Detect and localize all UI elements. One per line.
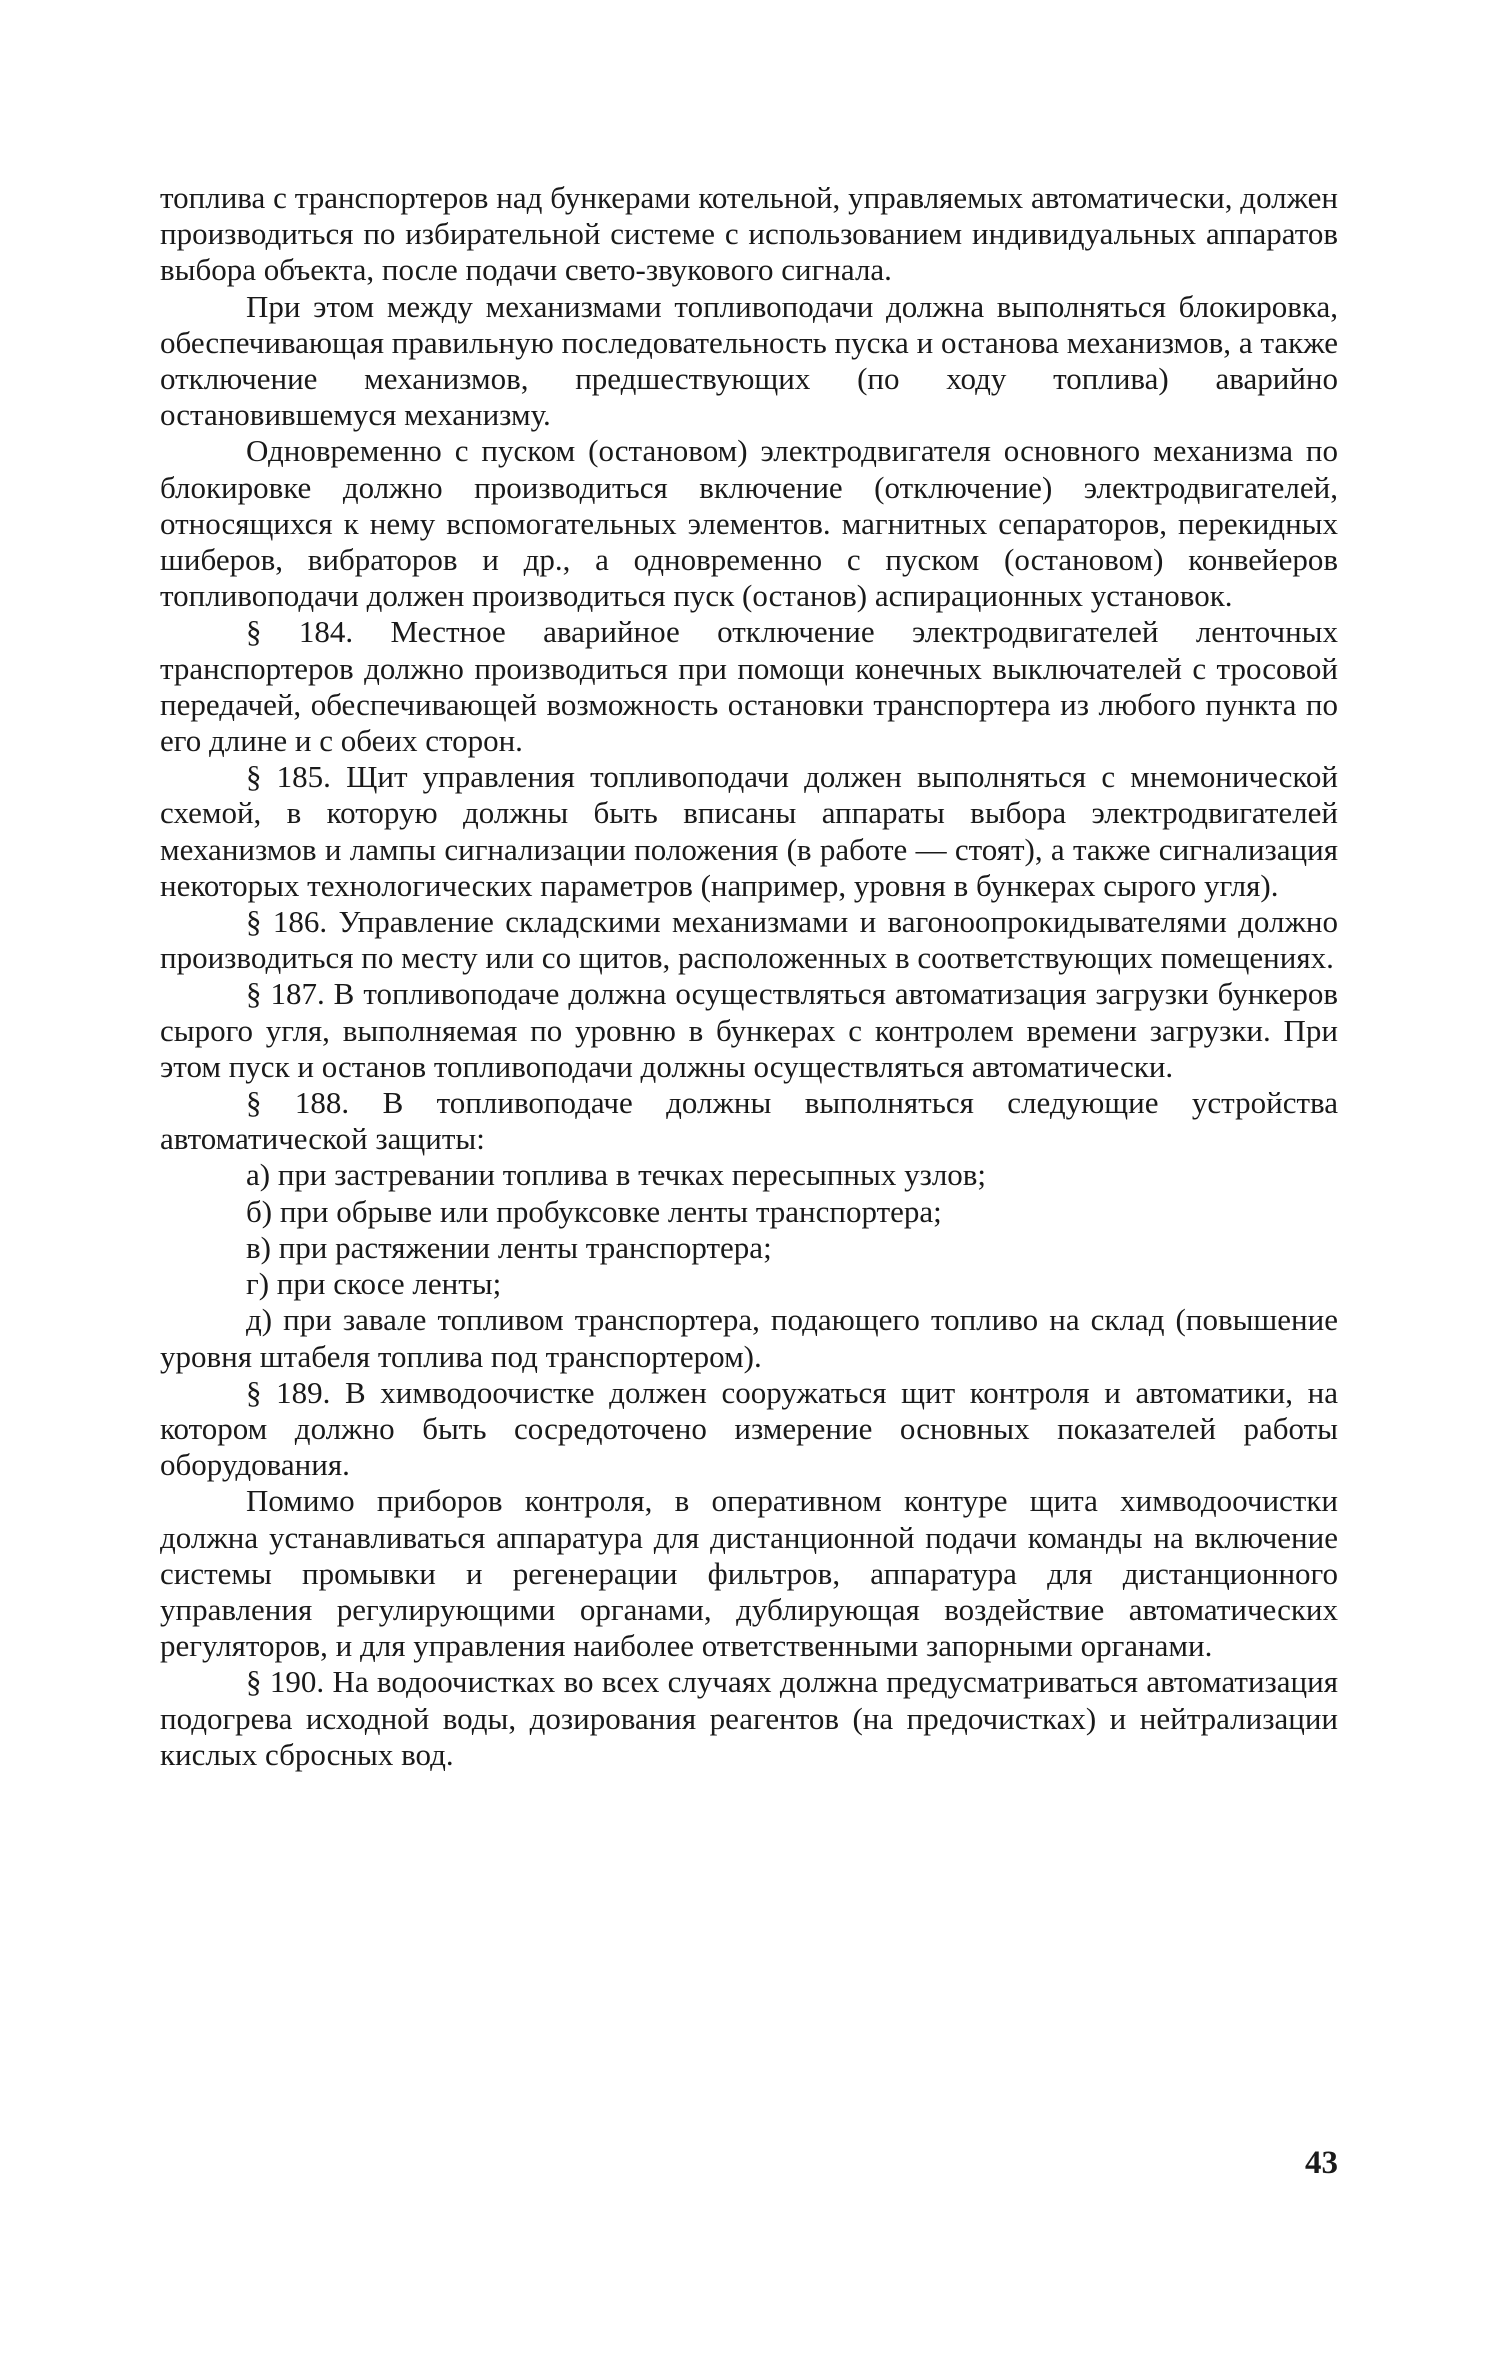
paragraph-continuation: топлива с транспортеров над бункерами котельной, управляемых автоматически, должен производиться по избирательной системе с использованием индивидуальных аппаратов выбора объекта, после подачи свето-звукового сигнала. [160,180,1338,288]
list-item-b: б) при обрыве или пробуксовке ленты транспортера; [246,1193,942,1229]
section-184: § 184. Местное аварийное отключение электродвигателей ленточных транспортеров должно производиться при помощи конечных выключателей с тросовой передачей, обеспечивающей возможность остановки транспортера из любого пункта по его длине и с обеих сторон. [160,614,1338,759]
paragraph-simultaneous-start: Одновременно с пуском (остановом) электродвигателя основного механизма по блокировке должно производиться включение (отключение) электродвигателей, относящихся к нему вспомогательных элементов. магнитных сепараторов, перекидных шиберов, вибраторов и др., а одновременно с пуском (остановом) конвейеров топливоподачи должен производиться пуск (останов) аспирационных установок. [160,433,1338,614]
section-188: § 188. В топливоподаче должны выполняться следующие устройства автоматической защиты: [160,1085,1338,1157]
paragraph-control-panel: Помимо приборов контроля, в оперативном контуре щита химводоочистки должна устанавливаться аппаратура для дистанционной подачи команды на включение системы промывки и регенерации фильтров, аппаратура для дистанционного управления регулирующими органами, дублирующая воздействие автоматических регуляторов, и для управления наиболее ответственными запорными органами. [160,1483,1338,1664]
list-item-g: г) при скосе ленты; [246,1266,502,1302]
list-item-d: д) при завале топливом транспортера, подающего топливо на склад (повышение уровня штабеля топлива под транспортером). [160,1302,1338,1374]
page-text [160,180,1338,1773]
paragraph-blocking: При этом между механизмами топливоподачи должна выполняться блокировка, обеспечивающая правильную последовательность пуска и останова механизмов, а также отключение механизмов, предшествующих (по ходу топлива) аварийно остановившемуся механизму. [160,288,1338,433]
page-number: 43 [1305,2145,1338,2181]
section-189: § 189. В химводоочистке должен сооружаться щит контроля и автоматики, на котором должно быть сосредоточено измерение основных показателей работы оборудования. [160,1374,1338,1483]
list-item-a: а) при застревании топлива в течках пересыпных узлов; [246,1157,987,1193]
list-item-v: в) при растяжении ленты транспортера; [246,1229,772,1265]
section-190: § 190. На водоочистках во всех случаях должна предусматриваться автоматизация подогрева исходной воды, дозирования реагентов (на предочистках) и нейтрализации кислых сбросных вод. [160,1664,1338,1772]
section-186: § 186. Управление складскими механизмами и вагоноопрокидывателями должно производиться по месту или со щитов, расположенных в соответствующих помещениях. [160,904,1338,976]
section-187: § 187. В топливоподаче должна осуществляться автоматизация загрузки бункеров сырого угля, выполняемая по уровню в бункерах с контролем времени загрузки. При этом пуск и останов топливоподачи должны осуществляться автоматически. [160,976,1338,1084]
section-185: § 185. Щит управления топливоподачи должен выполняться с мнемонической схемой, в которую должны быть вписаны аппараты выбора электродвигателей механизмов и лампы сигнализации положения (в работе — стоят), а также сигнализация некоторых технологических параметров (например, уровня в бункерах сырого угля). [160,759,1338,903]
